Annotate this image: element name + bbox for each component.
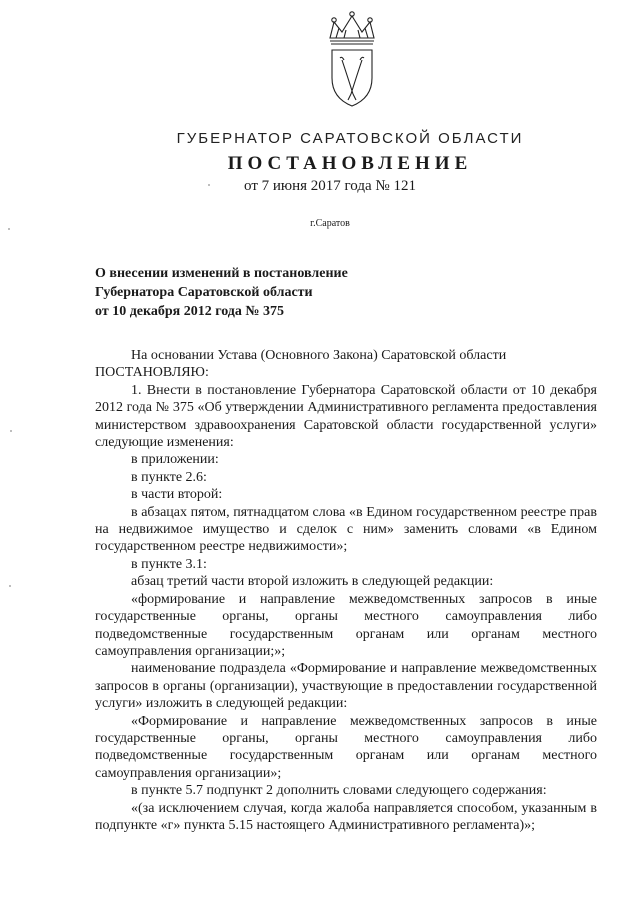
body-paragraph: «Формирование и направление межведомственных запросов в иные государственные органы, органы местного самоуправления либо подведомственные государственным органам или органам местного самоуправления организации»;: [95, 713, 597, 781]
body-paragraph: абзац третий части второй изложить в следующей редакции:: [131, 574, 494, 590]
document-city: г.Саратов: [310, 218, 350, 229]
saratov-coat-of-arms-emblem: [320, 8, 384, 108]
resolution-operative-word: ПОСТАНОВЛЯЮ:: [95, 365, 209, 381]
body-paragraph: наименование подраздела «Формирование и направление межведомственных запросов в органы (организации), участвующие в предоставлении государственной услуги» изложить в следующей редакции:: [95, 661, 597, 712]
document-title-line: от 10 декабря 2012 года № 375: [95, 304, 284, 319]
document-type-heading: ПОСТАНОВЛЕНИЕ: [227, 153, 473, 174]
body-paragraph: «формирование и направление межведомственных запросов в иные государственные органы, органы местного самоуправления либо подведомственные государственным органам или органам местного самоуправления организации;»;: [95, 591, 597, 659]
document-title-line: О внесении изменений в постановление: [95, 266, 348, 281]
body-paragraph: в части второй:: [131, 487, 223, 503]
document-title-line: Губернатора Саратовской области: [95, 285, 313, 300]
scan-speck: [10, 430, 12, 432]
scan-speck: [8, 228, 10, 230]
body-paragraph: в пункте 5.7 подпункт 2 дополнить словами следующего содержания:: [131, 783, 547, 799]
body-paragraph: 1. Внести в постановление Губернатора Саратовской области от 10 декабря 2012 года № 375 «Об утверждении Административного регламента предоставления министерством здравоохранения Саратовской области государственной услуги» следующие изменения:: [95, 382, 597, 451]
body-paragraph: в абзацах пятом, пятнадцатом слова «в Едином государственном реестре прав на недвижимое имущество и сделок с ним» заменить словами «в Едином государственном реестре недвижимости»;: [95, 504, 597, 555]
body-paragraph: в пункте 3.1:: [131, 556, 207, 572]
body-paragraph: «(за исключением случая, когда жалоба направляется способом, указанным в подпункте «г» пункта 5.15 настоящего Административного регламента)»;: [95, 800, 597, 833]
document-body: [95, 347, 597, 834]
document-title: [95, 264, 495, 321]
scan-speck: [208, 184, 210, 186]
scan-speck: [9, 585, 11, 587]
body-paragraph: На основании Устава (Основного Закона) Саратовской области: [131, 348, 507, 363]
issuing-authority: ГУБЕРНАТОР САРАТОВСКОЙ ОБЛАСТИ: [176, 130, 524, 147]
body-paragraph: в пункте 2.6:: [131, 469, 207, 485]
body-paragraph: в приложении:: [131, 452, 219, 468]
document-date-number: от 7 июня 2017 года № 121: [244, 178, 416, 194]
